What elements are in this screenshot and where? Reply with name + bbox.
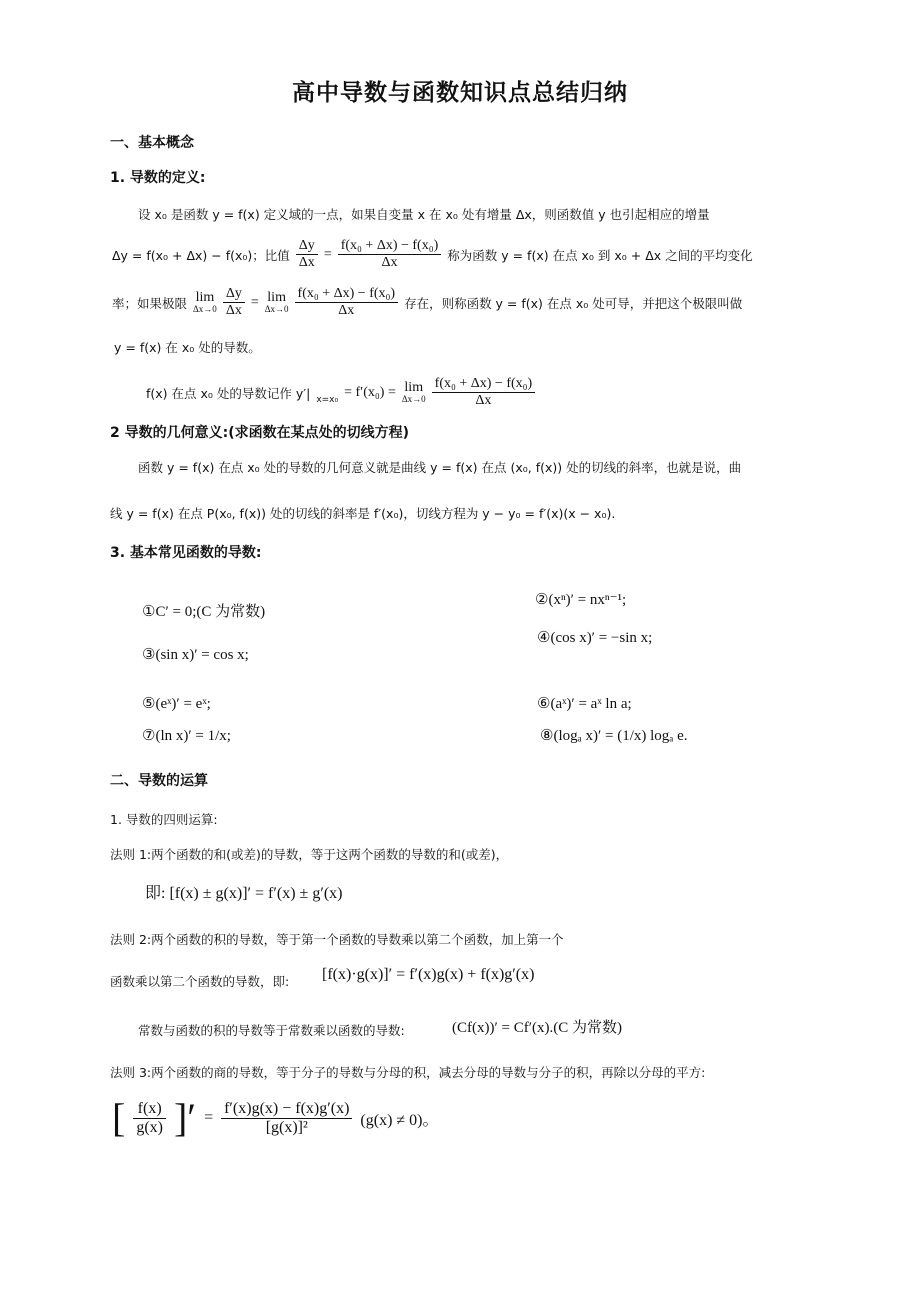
increment-text: Δy = f(x₀ + Δx) − f(x₀)；比值 <box>112 247 290 263</box>
ratio-fraction-1 <box>296 238 318 271</box>
lim-label-2: lim <box>267 290 286 305</box>
subsection-geometric-meaning: 2 导数的几何意义:(求函数在某点处的切线方程) <box>110 425 410 441</box>
subsection-arithmetic-rules: 1. 导数的四则运算: <box>110 812 218 827</box>
section-derivative-operations: 二、导数的运算 <box>110 773 208 789</box>
paragraph-definition-4: y = f(x) 在 x₀ 处的导数。 <box>114 340 261 355</box>
left-bracket: [ <box>112 1095 126 1140</box>
paragraph-geometric-1: 函数 y = f(x) 在点 x₀ 处的导数的几何意义就是曲线 y = f(x) 在点 (x₀, f(x)) 处的切线的斜率，也就是说，曲 <box>138 460 742 475</box>
lim-subscript-3: Δx→0 <box>401 394 426 404</box>
rhs-numerator: f′(x)g(x) − f(x)g′(x) <box>221 1100 352 1119</box>
rule-1-text: 法则 1:两个函数的和(或差)的导数，等于这两个函数的导数的和(或差)， <box>110 847 509 862</box>
rule-1-formula: 即: [f(x) ± g(x)]′ = f′(x) ± g′(x) <box>145 885 343 902</box>
notation-denominator: Δx <box>475 393 492 408</box>
notation-text: f(x) 在点 x₀ 处的导数记作 y′| <box>146 385 311 401</box>
rule-2-text-b: 函数乘以第二个函数的导数，即: <box>110 974 290 989</box>
notation-fraction <box>432 376 536 409</box>
paragraph-definition-2: Δy = f(x₀ + Δx) − f(x₀)；比值 $\frac{\Delta y}{\Delta x}$ = $\frac{\text{f(x₀ + Δx) − f(x₀)}}{\Delta x}$ 称为函数 y = f(x) 在点 x₀ 到 x₀ + Δx 之间的平均变化 <box>112 238 753 270</box>
constant-rule-text: 常数与函数的积的导数等于常数乘以函数的导数: <box>138 1023 405 1038</box>
section-basic-concepts: 一、基本概念 <box>110 135 194 151</box>
quotient-rhs <box>221 1100 352 1137</box>
constant-rule-formula: (Cf(x))′ = Cf′(x).(C 为常数) <box>452 1020 622 1036</box>
formula-constant: ①C′ = 0;(C 为常数) <box>142 604 266 620</box>
limit2-numerator: f(x₀ + Δx) − f(x₀) <box>295 286 399 303</box>
formula-exp: ⑤(eˣ)′ = eˣ; <box>142 696 211 712</box>
rule-2-text: 法则 2:两个函数的积的导数，等于第一个函数的导数乘以第二个函数，加上第一个 <box>110 932 564 947</box>
rule-3-text: 法则 3:两个函数的商的导数，等于分子的导数与分母的积，减去分母的导数与分子的积，再除以分母的平方: <box>110 1065 706 1080</box>
lim-label-3: lim <box>404 380 424 395</box>
notation-subscript: x=x₀ <box>316 394 339 405</box>
differentiable-text: 存在，则称函数 y = f(x) 在点 x₀ 处可导，并把这个极限叫做 <box>404 295 743 311</box>
rhs-denominator: [g(x)]² <box>265 1118 308 1136</box>
quotient-lhs <box>133 1100 166 1137</box>
formula-cos: ④(cos x)′ = −sin x; <box>537 630 653 646</box>
limit-operator-1 <box>193 291 217 314</box>
limit-fraction-1 <box>223 286 245 319</box>
lhs-denominator: g(x) <box>136 1118 163 1136</box>
subsection-basic-derivatives: 3. 基本常见函数的导数: <box>110 545 262 561</box>
rule-3-formula: [ $\frac{f(x)}{g(x)}$ ]′ = $\frac{f'(x)g(x) - f(x)g'(x)}{\text{[g(x)]²}}$ (g(x) ≠ 0)。 <box>112 1095 439 1140</box>
limit-intro-text: 率；如果极限 <box>112 295 188 311</box>
formula-sin: ③(sin x)′ = cos x; <box>142 647 249 663</box>
ratio-fraction-2 <box>338 238 442 271</box>
formula-ln: ⑦(ln x)′ = 1/x; <box>142 728 231 744</box>
notation-limit <box>402 381 426 404</box>
right-bracket: ]′ <box>173 1095 197 1140</box>
rule-2-formula: [f(x)·g(x)]′ = f′(x)g(x) + f(x)g′(x) <box>322 966 535 983</box>
formula-log: ⑧(logₐ x)′ = (1/x) logₐ e. <box>540 728 688 744</box>
formula-power: ②(xⁿ)′ = nxⁿ⁻¹; <box>535 592 627 608</box>
average-rate-text: 称为函数 y = f(x) 在点 x₀ 到 x₀ + Δx 之间的平均变化 <box>447 247 753 263</box>
notation-equals: = f′(x₀) = <box>344 384 396 400</box>
subsection-derivative-definition: 1. 导数的定义: <box>110 170 206 186</box>
ratio2-denominator: Δx <box>381 255 398 270</box>
lim-subscript: Δx→0 <box>193 304 217 314</box>
limit-fraction-2 <box>295 286 399 319</box>
lim-subscript-2: Δx→0 <box>264 304 289 314</box>
paragraph-definition-1: 设 x₀ 是函数 y = f(x) 定义域的一点，如果自变量 x 在 x₀ 处有增量 Δx，则函数值 y 也引起相应的增量 <box>138 207 710 222</box>
paragraph-derivative-notation <box>146 376 535 409</box>
limit-denominator: Δx <box>225 303 242 318</box>
ratio-denominator: Δx <box>298 255 315 270</box>
limit2-denominator: Δx <box>338 303 355 318</box>
ratio2-numerator: f(x₀ + Δx) − f(x₀) <box>338 238 442 255</box>
paragraph-definition-3: 率；如果极限 lim Δx→0 $\frac{\Delta y}{\Delta x}$ = lim Δx→0 $\frac{\text{f(x₀ + Δx) − f(x₀)}}{\Delta x}$ 存在，则称函数 y = f(x) 在点 x₀ 处可导，并把这个极限叫做 <box>112 286 743 318</box>
lim-label: lim <box>195 290 215 305</box>
page-title: 高中导数与函数知识点总结归纳 <box>292 80 628 106</box>
quotient-condition: (g(x) ≠ 0)。 <box>360 1111 439 1129</box>
paragraph-geometric-2: 线 y = f(x) 在点 P(x₀, f(x)) 处的切线的斜率是 f′(x₀)，切线方程为 y − y₀ = f′(x)(x − x₀). <box>110 506 616 521</box>
ratio-numerator: Δy <box>296 238 318 255</box>
limit-operator-2 <box>265 291 289 314</box>
formula-a-power: ⑥(aˣ)′ = aˣ ln a; <box>537 696 632 712</box>
limit-numerator: Δy <box>223 286 245 303</box>
lhs-numerator: f(x) <box>133 1100 166 1119</box>
notation-numerator: f(x₀ + Δx) − f(x₀) <box>432 376 536 393</box>
